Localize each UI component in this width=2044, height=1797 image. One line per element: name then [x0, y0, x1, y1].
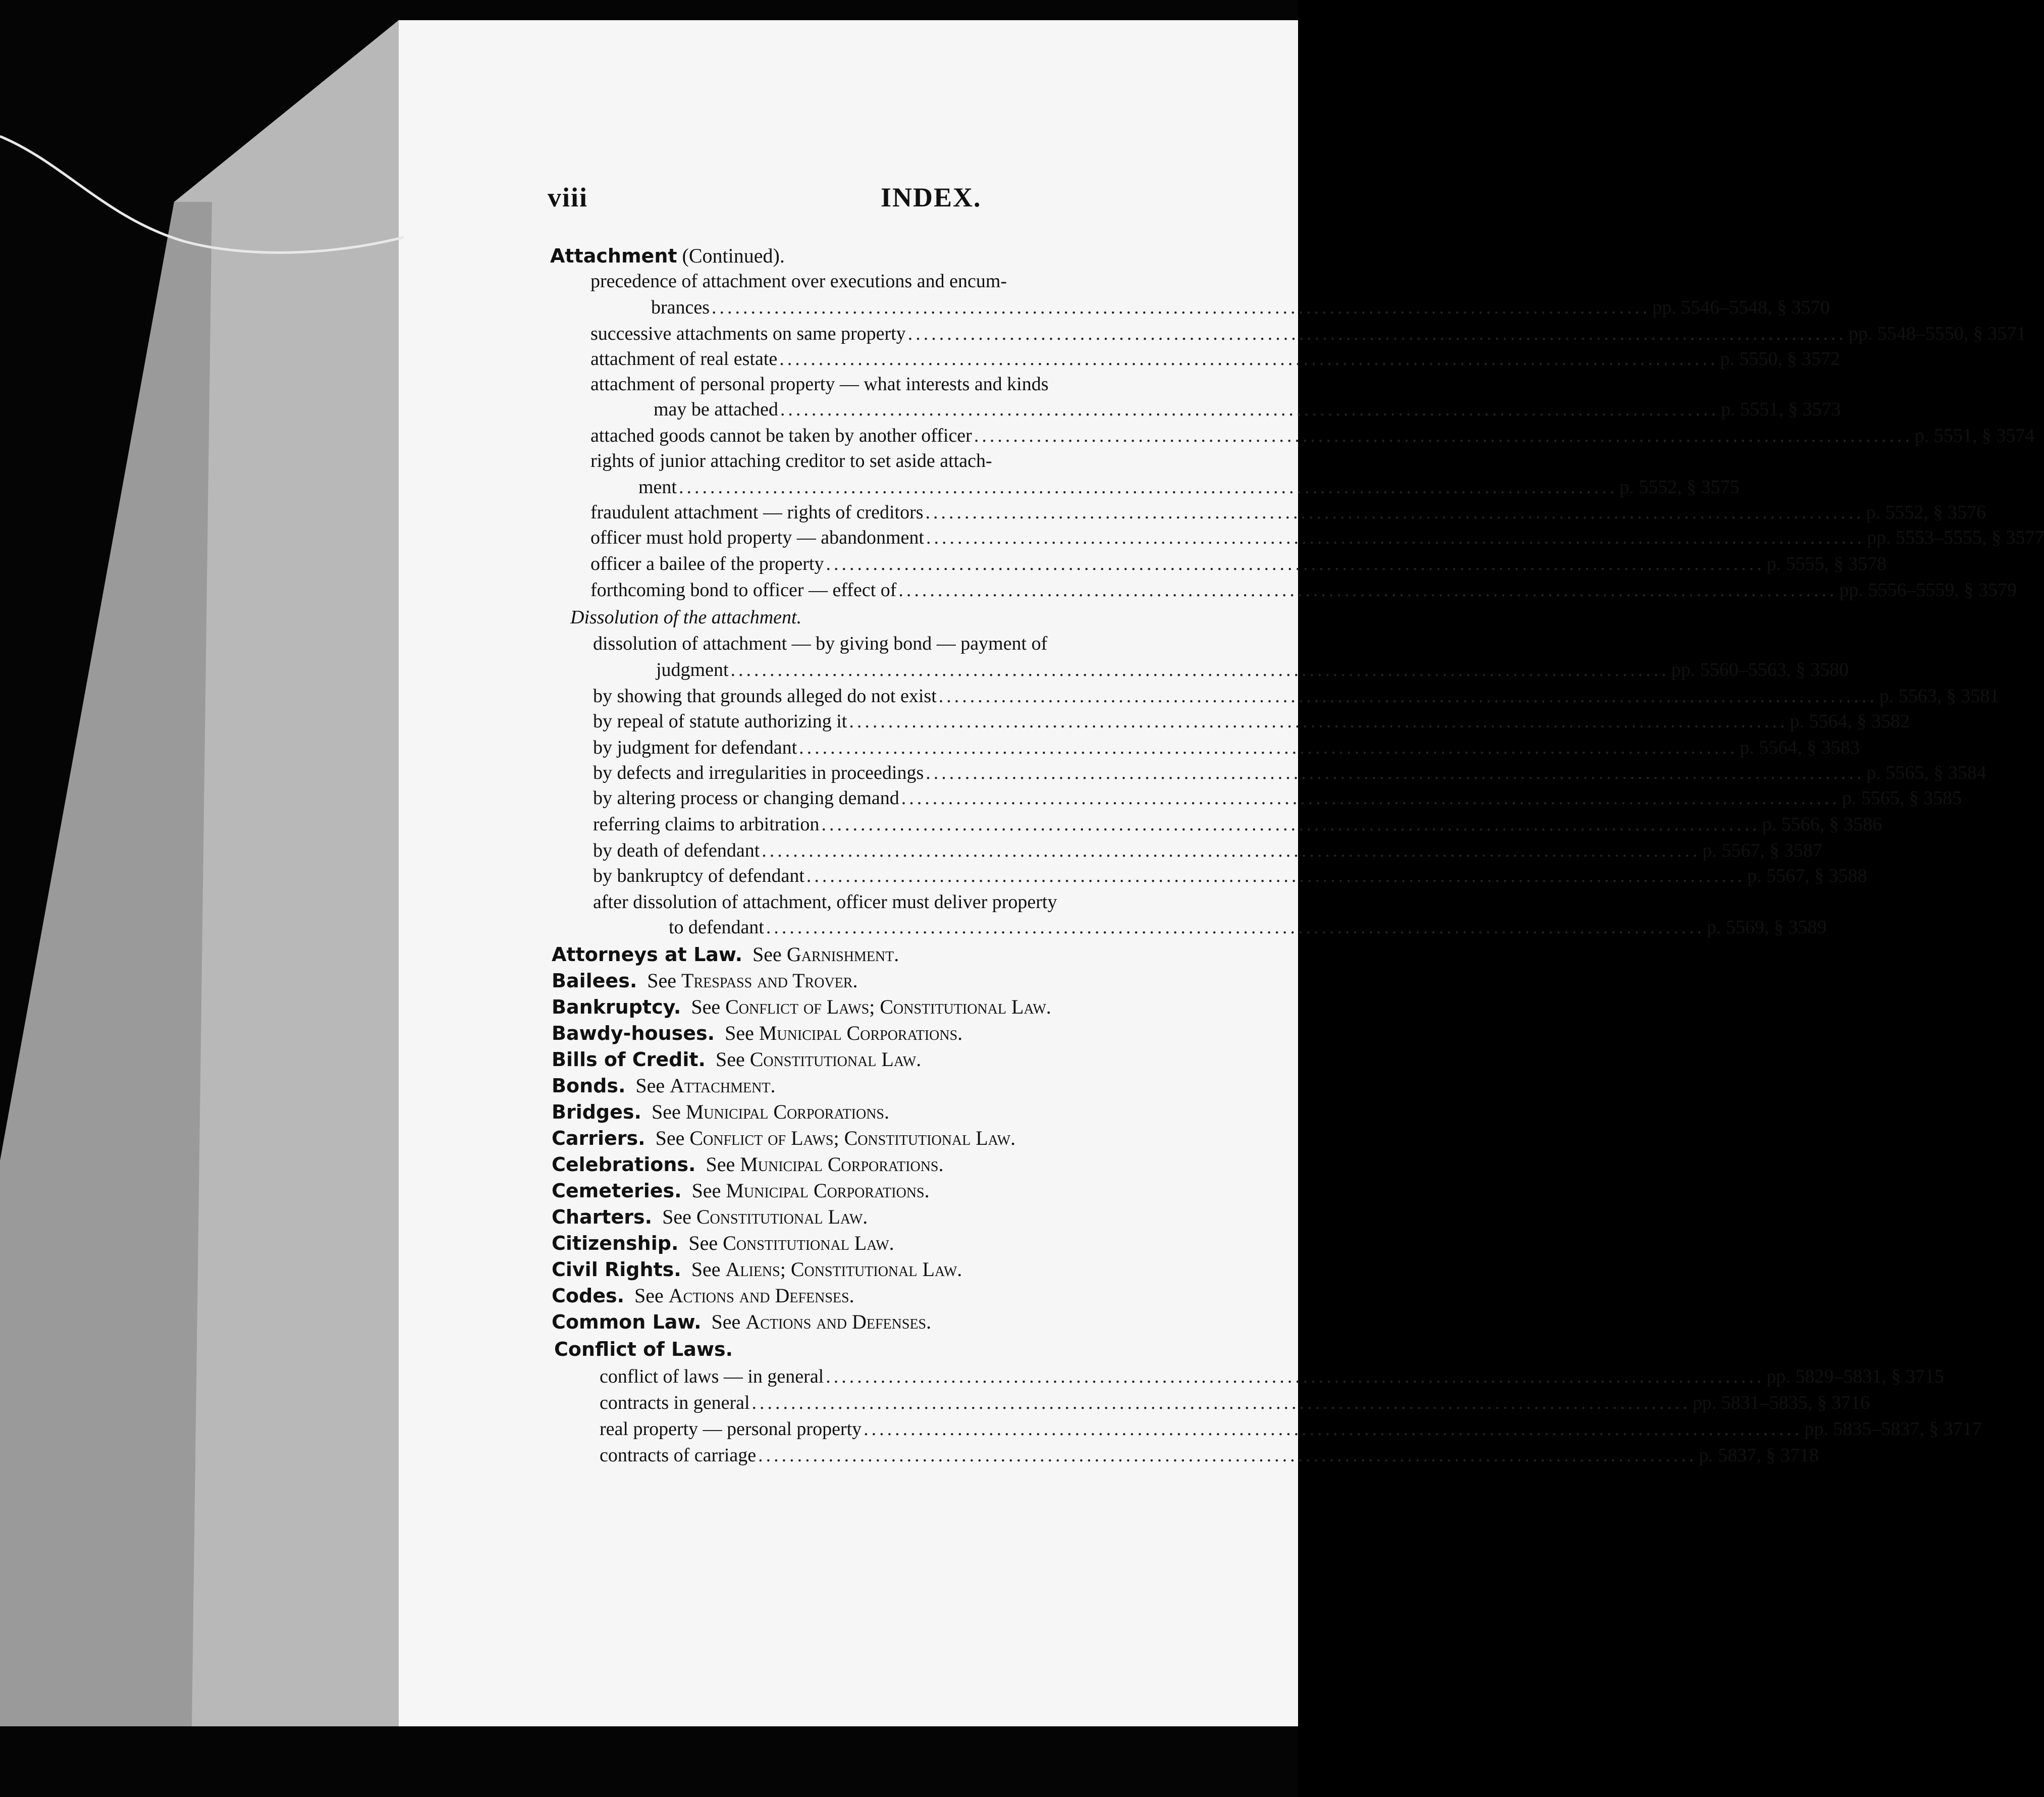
see-target: Actions and Defenses. — [745, 1310, 932, 1333]
see-term: Charters. — [552, 1206, 653, 1228]
entry-ref: p. 5552, § 3575 — [1619, 477, 1740, 498]
entry-text: officer must hold property — abandonment — [590, 527, 924, 548]
see-entry — [552, 1021, 962, 1046]
entry-ref: pp. 5553–5555, § 3577 — [1866, 527, 2044, 548]
see-target: Actions and Defenses. — [668, 1284, 854, 1307]
see-label: See — [662, 1205, 691, 1228]
attachment-continued: (Continued). — [682, 244, 785, 267]
see-label: See — [647, 969, 677, 992]
entry-ref: p. 5565, § 3585 — [1842, 787, 1962, 809]
entry-text: real property — personal property — [600, 1418, 862, 1440]
see-entry — [552, 968, 857, 993]
see-target: Municipal Corporations. — [726, 1179, 930, 1202]
see-target: Constitutional Law. — [696, 1205, 868, 1228]
see-label: See — [691, 1258, 721, 1281]
see-label: See — [688, 1232, 718, 1254]
see-entry — [552, 994, 1051, 1020]
see-entry — [552, 1126, 1015, 1151]
index-entry: real property — personal property ........................................................................................................................ pp. 5835–5837, § 3717 — [600, 1416, 1292, 1442]
index-entry: brances ........................................................................................................................ pp. 5546–5548, § 3570 — [651, 295, 1292, 320]
entry-line1: dissolution of attachment — by giving bond — payment of — [593, 633, 1048, 654]
entry-line1: attachment of personal property — what interests and kinds — [590, 374, 1049, 395]
entry-ref: pp. 5556–5559, § 3579 — [1839, 579, 2017, 601]
entry-ref: pp. 5548–5550, § 3571 — [1848, 323, 2026, 344]
conflict-heading — [554, 1337, 733, 1362]
index-entry: contracts in general ........................................................................................................................ pp. 5831–5835, § 3716 — [600, 1390, 1292, 1415]
entry-ref: p. 5564, § 3583 — [1740, 737, 1860, 758]
entry-ref: p. 5566, § 3586 — [1762, 814, 1882, 835]
see-label: See — [691, 1179, 721, 1202]
entry-ref: p. 5567, § 3587 — [1702, 840, 1822, 861]
index-entry: attached goods cannot be taken by another officer ........................................................................................................................ p. 5551, § 3574 — [590, 423, 1292, 448]
conflict-term: Conflict of Laws. — [554, 1338, 733, 1360]
index-entry: by repeal of statute authorizing it ........................................................................................................................ p. 5564, § 3582 — [593, 709, 1292, 734]
see-entry — [552, 1231, 894, 1256]
entry-ref: p. 5563, § 3581 — [1879, 685, 2000, 707]
entry-text: officer a bailee of the property — [590, 553, 824, 574]
see-label: See — [651, 1100, 681, 1123]
see-entry — [552, 1178, 930, 1203]
entry-text: by repeal of statute authorizing it — [593, 711, 847, 732]
entry-text: attachment of real estate — [590, 348, 778, 369]
entry-ref: p. 5551, § 3574 — [1914, 425, 2035, 446]
entry-text: by judgment for defendant — [593, 737, 797, 758]
see-label: See — [635, 1074, 665, 1097]
entry-ref: p. 5551, § 3573 — [1720, 399, 1841, 420]
index-entry: conflict of laws — in general ........................................................................................................................ pp. 5829–5831, § 3715 — [600, 1364, 1292, 1389]
index-entry: by defects and irregularities in proceedings ........................................................................................................................ p. 5565, § 3584 — [593, 760, 1292, 785]
entry-text: by altering process or changing demand — [593, 787, 899, 809]
entry-ref: p. 5569, § 3589 — [1706, 917, 1827, 938]
entry-line1: rights of junior attaching creditor to set aside attach- — [590, 450, 992, 471]
index-entry: contracts of carriage ........................................................................................................................ p. 5837, § 3718 — [600, 1443, 1292, 1468]
see-entry — [552, 1073, 775, 1098]
entry-ref: p. 5567, § 3588 — [1747, 865, 1867, 886]
see-target: Municipal Corporations. — [685, 1100, 889, 1123]
entry-ref: pp. 5829–5831, § 3715 — [1766, 1366, 1944, 1387]
entry-ref: p. 5555, § 3578 — [1766, 553, 1887, 574]
see-term: Bawdy-houses. — [552, 1022, 715, 1044]
entry-text: fraudulent attachment — rights of creditors — [590, 502, 924, 523]
see-entry — [552, 1152, 943, 1177]
see-entry — [552, 1047, 921, 1072]
see-label: See — [752, 943, 782, 966]
entry-text: by bankruptcy of defendant — [593, 865, 804, 886]
entry-text: forthcoming bond to officer — effect of — [590, 579, 897, 601]
index-entry: officer must hold property — abandonment ........................................................................................................................ pp. 5553–5555, § 3577 — [590, 525, 1292, 550]
see-term: Bridges. — [552, 1101, 641, 1123]
entry-ref: pp. 5560–5563, § 3580 — [1671, 659, 1849, 680]
entry-line1: after dissolution of attachment, officer must deliver property — [593, 891, 1057, 913]
page-title: INDEX. — [881, 182, 982, 213]
see-label: See — [706, 1153, 735, 1176]
index-entry: by bankruptcy of defendant ........................................................................................................................ p. 5567, § 3588 — [593, 863, 1292, 888]
entry-text: to defendant — [669, 917, 764, 938]
index-entry: successive attachments on same property ........................................................................................................................ pp. 5548–5550, § 3571 — [590, 321, 1292, 346]
entry-ref: pp. 5835–5837, § 3717 — [1804, 1418, 1982, 1440]
see-term: Codes. — [552, 1285, 625, 1307]
see-label: See — [634, 1284, 664, 1307]
see-term: Civil Rights. — [552, 1258, 681, 1281]
attachment-term: Attachment — [550, 245, 677, 267]
see-target: Conflict of Laws; Constitutional Law. — [725, 995, 1051, 1018]
see-entry — [552, 942, 899, 967]
entry-ref: p. 5550, § 3572 — [1720, 348, 1840, 369]
see-term: Citizenship. — [552, 1232, 679, 1254]
see-term: Bankruptcy. — [552, 996, 681, 1018]
page-number: viii — [548, 182, 588, 213]
see-target: Constitutional Law. — [749, 1048, 922, 1071]
see-target: Trespass and Trover. — [681, 969, 858, 992]
see-target: Municipal Corporations. — [759, 1022, 963, 1044]
see-term: Bills of Credit. — [552, 1048, 706, 1071]
index-entry: officer a bailee of the property ........................................................................................................................ p. 5555, § 3578 — [590, 551, 1292, 576]
entry-line1: precedence of attachment over executions and encum- — [590, 271, 1007, 292]
index-entry: forthcoming bond to officer — effect of ........................................................................................................................ pp. 5556–5559, § 3579 — [590, 577, 1292, 603]
entry-ref: p. 5565, § 3584 — [1866, 762, 1986, 783]
entry-text: referring claims to arbitration — [593, 814, 820, 835]
see-term: Common Law. — [552, 1311, 702, 1333]
entry-ref: pp. 5546–5548, § 3570 — [1652, 297, 1830, 318]
entry-text: may be attached — [654, 399, 778, 420]
index-entry: ment ........................................................................................................................ p. 5552, § 3575 — [638, 474, 1292, 500]
see-term: Cemeteries. — [552, 1180, 682, 1202]
see-label: See — [715, 1048, 745, 1071]
see-term: Celebrations. — [552, 1153, 696, 1176]
index-entry: referring claims to arbitration ........................................................................................................................ p. 5566, § 3586 — [593, 812, 1292, 837]
entry-text: attached goods cannot be taken by another officer — [590, 425, 972, 446]
see-entry — [552, 1283, 854, 1308]
entry-text: by death of defendant — [593, 840, 760, 861]
see-target: Constitutional Law. — [723, 1232, 894, 1254]
index-entry: attachment of real estate ........................................................................................................................ p. 5550, § 3572 — [590, 346, 1292, 372]
entry-ref: p. 5564, § 3582 — [1790, 711, 1910, 732]
see-target: Conflict of Laws; Constitutional Law. — [689, 1127, 1016, 1149]
entry-text: successive attachments on same property — [590, 323, 906, 344]
see-term: Attorneys at Law. — [552, 943, 743, 966]
see-target: Municipal Corporations. — [740, 1153, 944, 1176]
see-term: Bailees. — [552, 970, 637, 992]
see-entry — [552, 1204, 868, 1230]
see-target: Garnishment. — [786, 943, 899, 966]
entry-text: by showing that grounds alleged do not exist — [593, 685, 937, 707]
see-target: Aliens; Constitutional Law. — [725, 1258, 962, 1281]
index-entry: may be attached ........................................................................................................................ p. 5551, § 3573 — [654, 397, 1292, 422]
entry-text: ment — [638, 477, 677, 498]
see-term: Carriers. — [552, 1127, 646, 1149]
entry-ref: p. 5837, § 3718 — [1699, 1445, 1819, 1466]
entry-text: judgment — [656, 659, 729, 680]
see-label: See — [725, 1022, 754, 1044]
index-entry: by judgment for defendant ........................................................................................................................ p. 5564, § 3583 — [593, 735, 1292, 760]
see-entry — [552, 1309, 931, 1335]
index-entry: to defendant ........................................................................................................................ p. 5569, § 3589 — [669, 915, 1292, 940]
entry-text: by defects and irregularities in proceedings — [593, 762, 924, 783]
see-label: See — [655, 1127, 685, 1149]
attachment-heading — [550, 243, 785, 269]
entry-text: contracts in general — [600, 1392, 750, 1413]
dissolution-heading: Dissolution of the attachment. — [570, 607, 802, 628]
index-entry: by showing that grounds alleged do not exist ........................................................................................................................ p. 5563, § 3581 — [593, 683, 1292, 709]
index-entry: by death of defendant ........................................................................................................................ p. 5567, § 3587 — [593, 838, 1292, 863]
see-term: Bonds. — [552, 1075, 626, 1097]
index-entry: judgment ........................................................................................................................ pp. 5560–5563, § 3580 — [656, 657, 1292, 682]
index-entry: by altering process or changing demand ........................................................................................................................ p. 5565, § 3585 — [593, 785, 1292, 811]
index-entry: fraudulent attachment — rights of creditors ........................................................................................................................ p. 5552, § 3576 — [590, 500, 1292, 525]
see-entry — [552, 1099, 889, 1125]
see-entry — [552, 1257, 962, 1282]
see-label: See — [691, 995, 721, 1018]
entry-ref: pp. 5831–5835, § 3716 — [1692, 1392, 1870, 1413]
see-target: Attachment. — [670, 1074, 776, 1097]
entry-text: conflict of laws — in general — [600, 1366, 824, 1387]
entry-ref: p. 5552, § 3576 — [1866, 502, 1986, 523]
entry-text: brances — [651, 297, 710, 318]
entry-text: contracts of carriage — [600, 1445, 757, 1466]
see-label: See — [711, 1310, 741, 1333]
